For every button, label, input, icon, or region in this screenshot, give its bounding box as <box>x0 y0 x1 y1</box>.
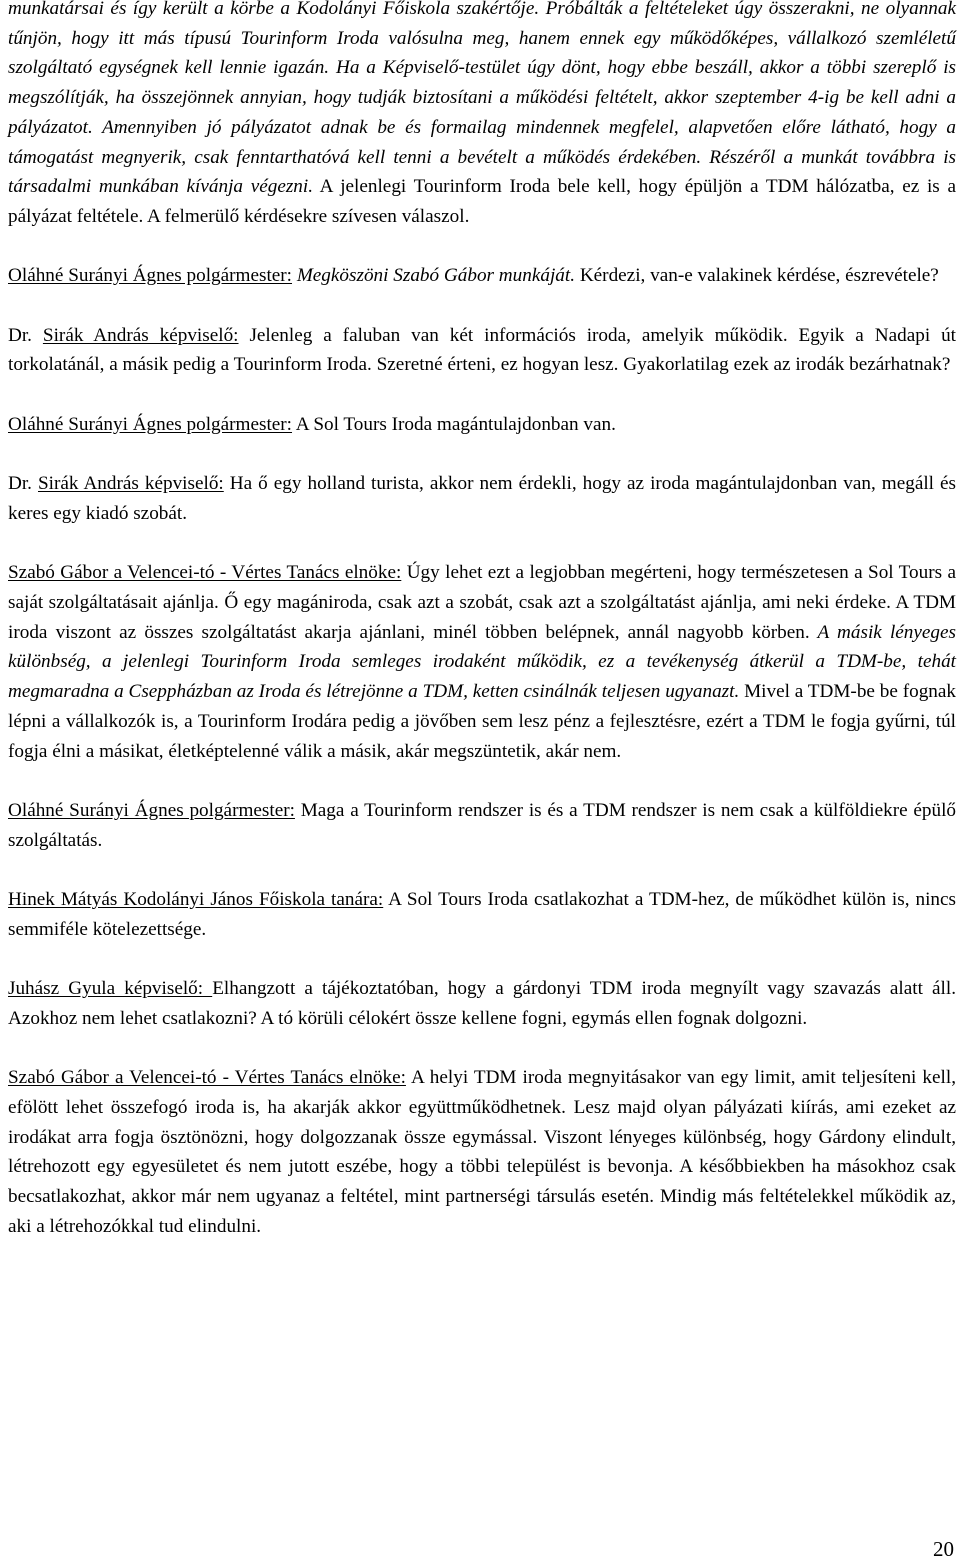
paragraph-mayor-2 <box>8 410 956 440</box>
paragraph-szabo-1 <box>8 558 956 766</box>
text-segment: A helyi TDM iroda megnyitásakor van egy limit, amit teljesíteni kell, efölött lehet összefogó iroda is, ha akarják akkor együttműködhetnek. Lesz majd olyan pályázati kiírás, ami ezeket az irodákat arra fogja ösztönözni, hogy dolgozzanak össze egymással. Viszont lényeges különbség, hogy Gárdony elindult, létrehozott egy egyesületet és nem jutott eszébe, hogy a többi települést is bevonja. A későbbiekben ha másokhoz csak becsatlakozhat, akkor már nem ugyanaz a feltétel, mint partnerségi társulás esetén. Mindig más feltételekkel működik az, aki a létrehozókkal tud elindulni. <box>8 1067 956 1237</box>
text-segment: Jelenleg a faluban van két információs iroda, amelyik működik. Egyik a Nadapi út torkolatánál, a másik pedig a Tourinform Iroda. Szeretné érteni, ez hogyan lesz. Gyakorlatilag ezek az irodák bezárhatnak? <box>8 324 957 376</box>
text-segment: Elhangzott a tájékoztatóban, hogy a gárdonyi TDM iroda megnyílt vagy szavazás alatt áll. Azokhoz nem lehet csatlakozni? A tó körüli célokért össze kellene fogni, egymás ellen fognak dolgozni. <box>8 978 956 1029</box>
paragraph-mayor-1 <box>8 261 956 291</box>
text-segment: Úgy lehet ezt a legjobban megérteni, hogy természetesen a Sol Tours a saját szolgáltatásait ajánlja. Ő egy magániroda, csak azt a szobát, csak azt a szolgáltatást ajánlja, ami neki érdeke. A TDM iroda viszont az összes szolgáltatást akarja ajánlani, minél többen belépnek, annál nagyobb körben. <box>8 562 956 643</box>
paragraph-hinek <box>8 885 956 944</box>
speaker-label: Sirák András képviselő: <box>38 473 224 495</box>
paragraph-mayor-3 <box>8 796 956 855</box>
text-segment: A Sol Tours Iroda csatlakozhat a TDM-hez, de működhet külön is, nincs semmiféle kötelezettsége. <box>8 888 956 940</box>
text-segment-upright: A felmerülő kérdésekre szívesen válaszol. <box>143 205 470 227</box>
paragraph-szabo-2 <box>8 1063 956 1241</box>
speaker-label: Oláhné Surányi Ágnes polgármester: <box>8 265 293 287</box>
speaker-label: Oláhné Surányi Ágnes polgármester: <box>8 413 293 435</box>
text-segment-upright: A jelenlegi Tourinform Iroda bele kell, hogy épüljön a TDM hálózatba, ez is a pályázat feltétele. <box>8 176 956 227</box>
text-segment: Ha ő egy holland turista, akkor nem érdekli, hogy az iroda magántulajdonban van, megáll és keres egy kiadó szobát. <box>8 473 956 524</box>
speaker-label: Hinek Mátyás Kodolányi János Főiskola tanára: <box>8 888 384 910</box>
speaker-label: Szabó Gábor a Velencei-tó - Vértes Tanács elnöke: <box>8 1067 406 1089</box>
paragraph-szabo-continued <box>8 0 956 232</box>
speaker-label: Juhász Gyula képviselő: <box>8 978 213 1000</box>
text-segment: Megköszöni Szabó Gábor munkáját. <box>292 265 576 287</box>
speaker-title: Dr. <box>8 324 32 346</box>
document-page <box>8 0 956 1241</box>
text-segment-upright: Kérdezi, van-e valakinek kérdése, észrevétele? <box>575 265 939 287</box>
speaker-label: Sirák András képviselő: <box>42 324 239 346</box>
text-segment: A Sol Tours Iroda magántulajdonban van. <box>292 413 616 435</box>
text-segment: munkatársai és így került a körbe a Kodolányi Főiskola szakértője. Próbálták a feltételeket úgy összerakni, ne olyannak tűnjön, hogy itt más típusú Tourinform Iroda valósulna meg, hanem ennek egy működőképes, vállalkozó szemléletű szolgáltató egységnek kell lennie igazán. Ha a Képviselő-testület úgy dönt, hogy ebbe beszáll, akkor a többi szereplő is megszólítják, ha összejönnek annyian, hogy tudják biztosítani a működési feltételt, akkor szeptember 4-ig be kell adni a pályázatot. Amennyiben jó pályázatot adnak be és formailag mindennek megfelel, alapvetően előre látható, hogy a támogatást megnyerik, csak fenntarthatóvá kell tenni a bevételt a működés érdekében. Részéről a munkát továbbra is társadalmi munkában kívánja végezni. <box>8 0 956 198</box>
text-segment-italic: A másik lényeges különbség, a jelenlegi Tourinform Iroda semleges irodaként működik, ez a tevékenység átkerül a TDM-be, tehát megmaradna a Cseppházban az Iroda és létrejönne a TDM, ketten csinálnák teljesen ugyanazt. <box>8 621 956 703</box>
speaker-label: Oláhné Surányi Ágnes polgármester: <box>8 799 295 821</box>
speaker-title: Dr. <box>8 473 32 495</box>
text-segment: Mivel a TDM-be be fognak lépni a vállalkozók is, a Tourinform Irodára pedig a jövőben sem lesz pénz a fejlesztésre, ezért a TDM le fogja gyűrni, túl fogja élni a másikat, életképtelenné válik a másik, akár megszüntetik, akár nem. <box>8 681 956 762</box>
paragraph-sirak-1 <box>8 321 956 380</box>
text-segment-upright: Maga a Tourinform rendszer is és a TDM rendszer is nem csak a külföldiekre épülő szolgáltatás. <box>8 799 957 851</box>
speaker-label: Szabó Gábor a Velencei-tó - Vértes Tanács elnöke: <box>8 562 402 584</box>
page-number: 20 <box>933 1537 954 1561</box>
paragraph-sirak-2 <box>8 469 956 528</box>
paragraph-juhasz <box>8 974 956 1033</box>
